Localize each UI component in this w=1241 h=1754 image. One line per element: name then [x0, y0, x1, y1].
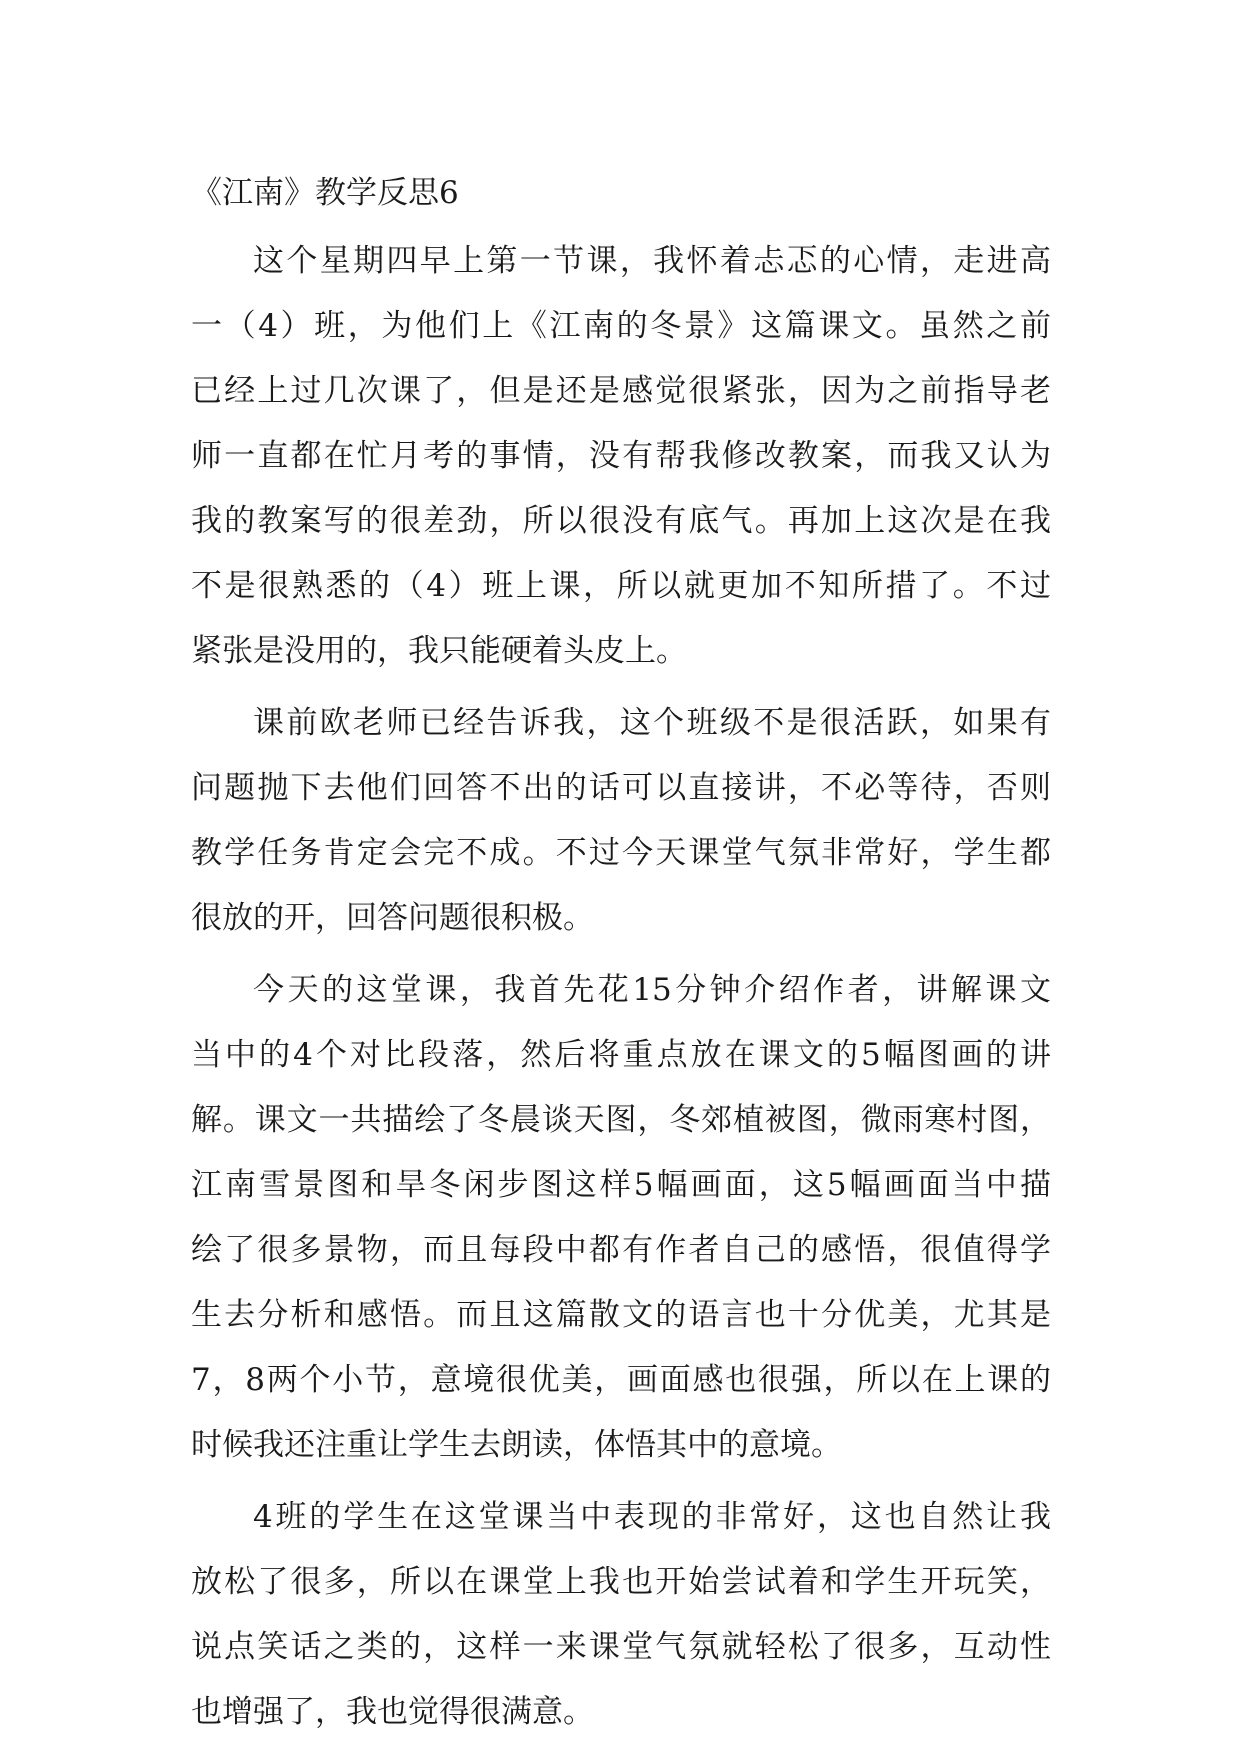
- paragraph-line: 7，8两个小节，意境很优美，画面感也很强，所以在上课的: [191, 1362, 1051, 1398]
- paragraph-line: 一（4）班，为他们上《江南的冬景》这篇课文。虽然之前: [191, 308, 1051, 344]
- paragraph-line: 放松了很多，所以在课堂上我也开始尝试着和学生开玩笑，: [191, 1564, 1051, 1600]
- paragraph-line: 4班的学生在这堂课当中表现的非常好，这也自然让我: [253, 1499, 1051, 1535]
- paragraph-line: 这个星期四早上第一节课，我怀着忐忑的心情，走进高: [253, 243, 1051, 279]
- paragraph-line: 时候我还注重让学生去朗读，体悟其中的意境。: [191, 1427, 842, 1463]
- paragraph-line: 问题抛下去他们回答不出的话可以直接讲，不必等待，否则: [191, 770, 1051, 806]
- paragraph-line: 紧张是没用的，我只能硬着头皮上。: [191, 633, 687, 669]
- document-title: 《江南》教学反思6: [191, 175, 459, 211]
- paragraph-line: 绘了很多景物，而且每段中都有作者自己的感悟，很值得学: [191, 1232, 1051, 1268]
- paragraph-line: 生去分析和感悟。而且这篇散文的语言也十分优美，尤其是: [191, 1297, 1051, 1333]
- paragraph-1: [191, 229, 1051, 684]
- paragraph-line: 师一直都在忙月考的事情，没有帮我修改教案，而我又认为: [191, 438, 1051, 474]
- paragraph-4: [191, 1485, 1051, 1745]
- paragraph-line: 很放的开，回答问题很积极。: [191, 900, 594, 936]
- paragraph-line: 也增强了，我也觉得很满意。: [191, 1694, 594, 1730]
- paragraph-2: [191, 691, 1051, 951]
- paragraph-line: 今天的这堂课，我首先花15分钟介绍作者，讲解课文: [253, 972, 1051, 1008]
- paragraph-line: 不是很熟悉的（4）班上课，所以就更加不知所措了。不过: [191, 568, 1051, 604]
- paragraph-line: 当中的4个对比段落，然后将重点放在课文的5幅图画的讲: [191, 1037, 1051, 1073]
- paragraph-line: 解。课文一共描绘了冬晨谈天图，冬郊植被图，微雨寒村图，: [191, 1102, 1051, 1138]
- paragraph-line: 课前欧老师已经告诉我，这个班级不是很活跃，如果有: [253, 705, 1051, 741]
- paragraph-line: 教学任务肯定会完不成。不过今天课堂气氛非常好，学生都: [191, 835, 1051, 871]
- paragraph-line: 说点笑话之类的，这样一来课堂气氛就轻松了很多，互动性: [191, 1629, 1051, 1665]
- paragraph-line: 江南雪景图和旱冬闲步图这样5幅画面，这5幅画面当中描: [191, 1167, 1051, 1203]
- paragraph-line: 我的教案写的很差劲，所以很没有底气。再加上这次是在我: [191, 503, 1051, 539]
- paragraph-3: [191, 958, 1051, 1478]
- document-page: [191, 163, 1051, 1752]
- paragraph-line: 已经上过几次课了，但是还是感觉很紧张，因为之前指导老: [191, 373, 1051, 409]
